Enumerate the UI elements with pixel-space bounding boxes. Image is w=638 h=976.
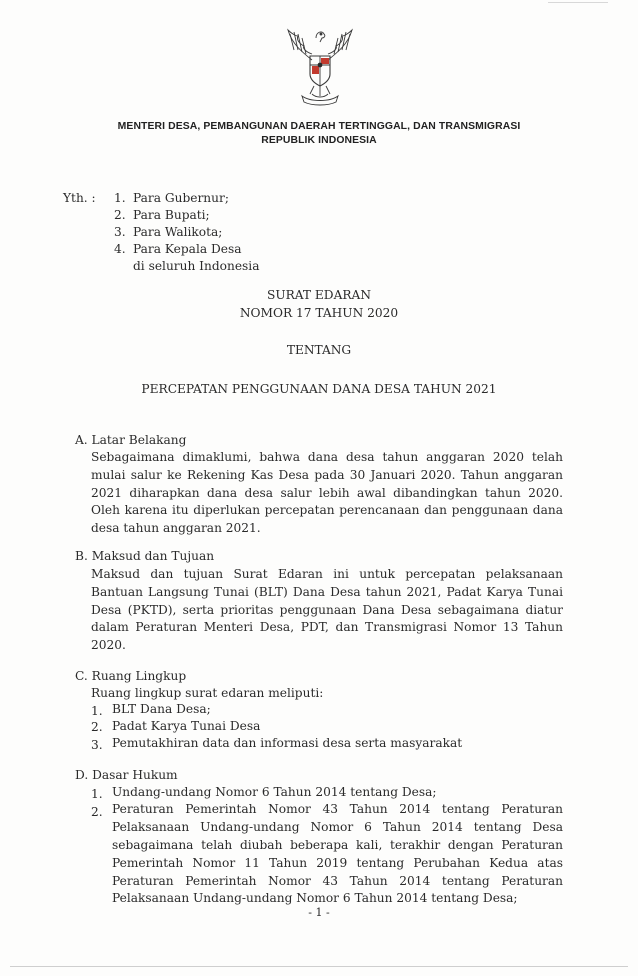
section-c-item-1: BLT Dana Desa; bbox=[112, 702, 211, 716]
section-d-item-2-line: Peraturan Pemerintah Nomor 43 Tahun 2014 tentang Peraturan bbox=[112, 802, 563, 816]
document-type: SURAT EDARAN bbox=[266, 288, 372, 302]
section-c-intro: Ruang lingkup surat edaran meliputi: bbox=[91, 686, 324, 700]
section-c-num-3: 3. bbox=[91, 738, 103, 752]
section-b-line: Maksud dan tujuan Surat Edaran ini untuk percepatan pelaksanaan bbox=[91, 567, 563, 581]
section-c-heading: C. Ruang Lingkup bbox=[75, 669, 187, 683]
section-d-item-2-line: Pelaksanaan Undang-undang Nomor 6 Tahun 2014 tentang Desa bbox=[112, 820, 563, 834]
document-subject: PERCEPATAN PENGGUNAAN DANA DESA TAHUN 2021 bbox=[141, 382, 497, 396]
section-c-num-2: 2. bbox=[91, 720, 103, 734]
section-c-num-1: 1. bbox=[91, 704, 103, 718]
addressee-label: Yth. : bbox=[63, 191, 96, 205]
addressee-num-4: 4. bbox=[114, 242, 126, 256]
section-c-item-3: Pemutakhiran data dan informasi desa serta masyarakat bbox=[112, 736, 463, 750]
section-d-item-1: Undang-undang Nomor 6 Tahun 2014 tentang Desa; bbox=[112, 785, 437, 799]
section-a-line: Sebagaimana dimaklumi, bahwa dana desa tahun anggaran 2020 telah bbox=[91, 450, 563, 464]
section-d-item-2-line: sebagaimana telah diubah beberapa kali, terakhir dengan Peraturan bbox=[112, 838, 563, 852]
addressee-num-1: 1. bbox=[114, 191, 126, 205]
section-d-num-2: 2. bbox=[91, 805, 103, 819]
section-a-line: Oleh karena itu diperlukan percepatan perencanaan dan penggunaan dana bbox=[91, 503, 563, 518]
addressee-item-3: Para Walikota; bbox=[133, 225, 223, 239]
section-d-item-2-line: Pelaksanaan Undang-undang Nomor 6 Tahun 2014 tentang Desa; bbox=[112, 891, 518, 905]
addressee-item-4: Para Kepala Desa bbox=[133, 242, 242, 256]
section-d-heading: D. Dasar Hukum bbox=[75, 768, 178, 782]
tentang-label: TENTANG bbox=[286, 343, 352, 357]
addressee-num-3: 3. bbox=[114, 225, 126, 239]
ministry-title: MENTERI DESA, PEMBANGUNAN DAERAH TERTINGGAL, DAN TRANSMIGRASI bbox=[117, 121, 521, 132]
document-number: NOMOR 17 TAHUN 2020 bbox=[239, 306, 399, 320]
section-b-line: Bantuan Langsung Tunai (BLT) Dana Desa tahun 2021, Padat Karya Tunai bbox=[91, 584, 563, 599]
section-a-line: desa tahun anggaran 2021. bbox=[91, 521, 261, 536]
section-d-item-2-line: Pemerintah Nomor 11 Tahun 2019 tentang Perubahan Kedua atas bbox=[112, 856, 563, 870]
section-d-num-1: 1. bbox=[91, 787, 103, 801]
addressee-num-2: 2. bbox=[114, 208, 126, 222]
section-a-line: 2021 diharapkan dana desa salur lebih awal dibandingkan tahun 2020. bbox=[91, 485, 563, 500]
section-b-line: Desa (PKTD), serta prioritas penggunaan Dana Desa sebagaimana diatur bbox=[91, 602, 563, 617]
page-edge bbox=[10, 966, 628, 967]
section-c-item-2: Padat Karya Tunai Desa bbox=[112, 719, 261, 733]
section-b-line: dalam Peraturan Menteri Desa, PDT, dan Transmigrasi Nomor 13 Tahun bbox=[91, 620, 563, 635]
section-b-heading: B. Maksud dan Tujuan bbox=[75, 549, 215, 563]
section-b-body bbox=[91, 566, 563, 655]
section-d-item-2-line: Peraturan Pemerintah Nomor 43 Tahun 2014 tentang Peraturan bbox=[112, 874, 563, 888]
addressee-continuation: di seluruh Indonesia bbox=[133, 259, 260, 273]
republic-title: REPUBLIK INDONESIA bbox=[261, 135, 377, 146]
page-number: - 1 - bbox=[308, 906, 330, 919]
section-a-body bbox=[91, 449, 563, 538]
section-b-line: 2020. bbox=[91, 638, 126, 653]
scan-mark bbox=[548, 2, 608, 3]
addressee-item-2: Para Bupati; bbox=[133, 208, 210, 222]
section-a-heading: A. Latar Belakang bbox=[75, 433, 187, 447]
section-a-line: mulai salur ke Rekening Kas Desa pada 30 Januari 2020. Tahun anggaran bbox=[91, 467, 563, 482]
garuda-emblem-icon bbox=[282, 22, 358, 106]
addressee-item-1: Para Gubernur; bbox=[133, 191, 229, 205]
